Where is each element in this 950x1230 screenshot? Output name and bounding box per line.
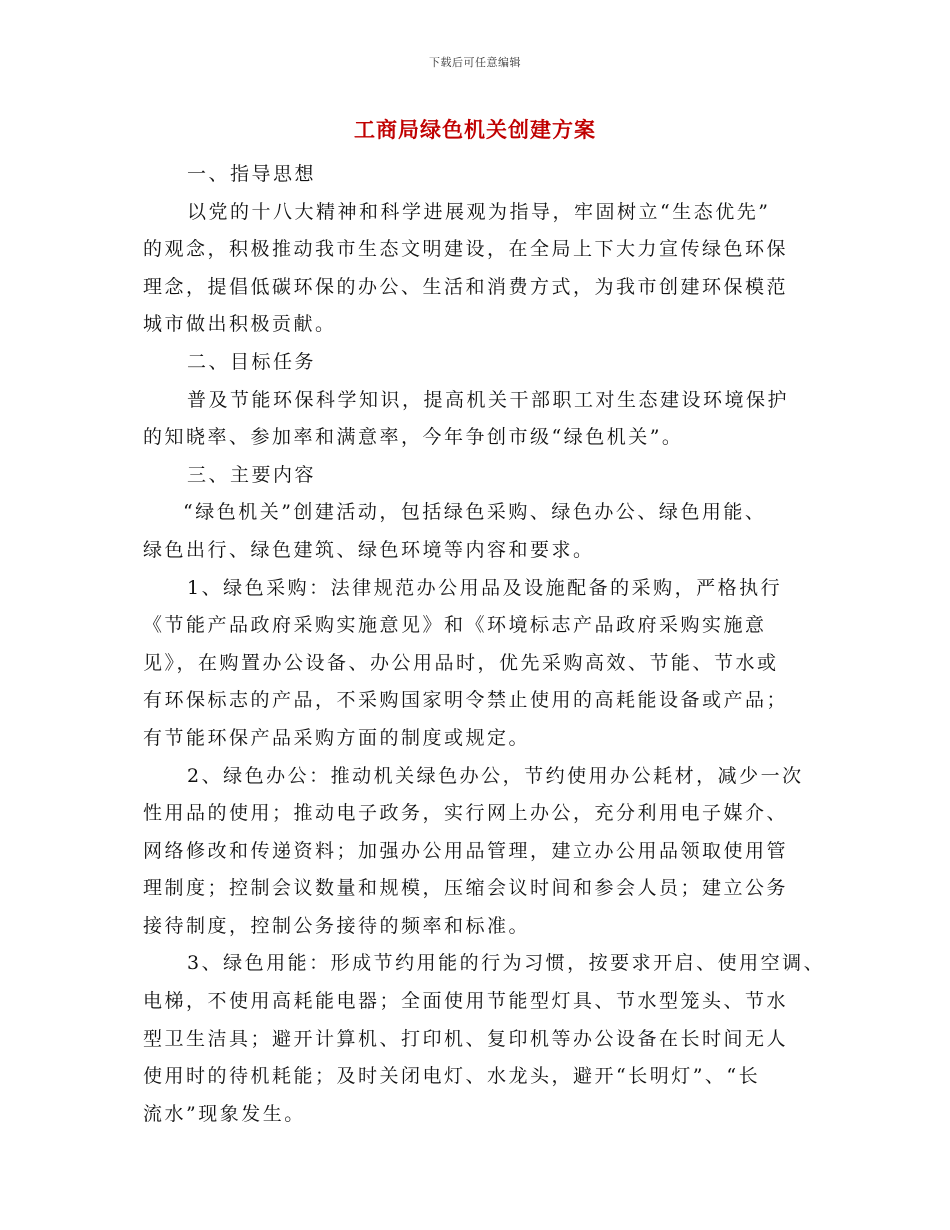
paragraph-line: 《节能产品政府采购实施意见》和《环境标志产品政府采购实施意 — [143, 614, 767, 637]
paragraph-line: 普及节能环保科学知识，提高机关干部职工对生态建设环境保护 — [187, 388, 790, 411]
paragraph-line: 电梯，不使用高耗能电器；全面使用节能型灯具、节水型笼头、节水 — [143, 990, 789, 1013]
paragraph-line: 有节能环保产品采购方面的制度或规定。 — [143, 726, 531, 749]
section-heading-main-content: 三、主要内容 — [187, 463, 317, 486]
paragraph-line: 城市做出积极贡献。 — [143, 313, 337, 336]
paragraph-line: 接待制度，控制公务接待的频率和标准。 — [143, 914, 531, 937]
document-title: 工商局绿色机关创建方案 — [354, 118, 596, 142]
paragraph-line: 性用品的使用；推动电子政务，实行网上办公，充分利用电子媒介、 — [143, 802, 789, 825]
paragraph-line: 理制度；控制会议数量和规模，压缩会议时间和参会人员；建立公务 — [143, 877, 789, 900]
paragraph-line: 型卫生洁具；避开计算机、打印机、复印机等办公设备在长时间无人 — [143, 1027, 789, 1050]
paragraph-line: 使用时的待机耗能；及时关闭电灯、水龙头，避开“长明灯”、“长 — [143, 1065, 761, 1088]
paragraph-line: 绿色出行、绿色建筑、绿色环境等内容和要求。 — [143, 538, 595, 561]
document-body — [143, 156, 833, 1133]
paragraph-line: 的知晓率、参加率和满意率，今年争创市级“绿色机关”。 — [143, 426, 684, 449]
section-heading-guiding-ideology: 一、指导思想 — [187, 163, 317, 185]
item-green-office: 2、绿色办公：推动机关绿色办公，节约使用办公耗材，减少一次 — [187, 764, 804, 787]
item-green-procurement: 1、绿色采购：法律规范办公用品及设施配备的采购，严格执行 — [187, 576, 783, 599]
paragraph-line: “绿色机关”创建活动，包括绿色采购、绿色办公、绿色用能、 — [183, 501, 767, 524]
section-heading-goals: 二、目标任务 — [187, 350, 317, 373]
paragraph-line: 理念，提倡低碳环保的办公、生活和消费方式，为我市创建环保模范 — [143, 275, 789, 298]
paragraph-line: 网络修改和传递资料；加强办公用品管理，建立办公用品领取使用管 — [143, 839, 789, 862]
item-green-energy: 3、绿色用能：形成节约用能的行为习惯，按要求开启、使用空调、 — [187, 952, 826, 975]
paragraph-line: 流水”现象发生。 — [143, 1102, 306, 1125]
paragraph-line: 见》，在购置办公设备、办公用品时，优先采购高效、节能、节水或 — [143, 651, 779, 674]
download-note: 下载后可任意编辑 — [429, 56, 521, 69]
paragraph-line: 有环保标志的产品，不采购国家明令禁止使用的高耗能设备或产品； — [143, 689, 789, 712]
paragraph-line: 的观念，积极推动我市生态文明建设，在全局上下大力宣传绿色环保 — [143, 238, 789, 261]
paragraph-line: 以党的十八大精神和科学进展观为指导，牢固树立“生态优先” — [187, 200, 771, 223]
